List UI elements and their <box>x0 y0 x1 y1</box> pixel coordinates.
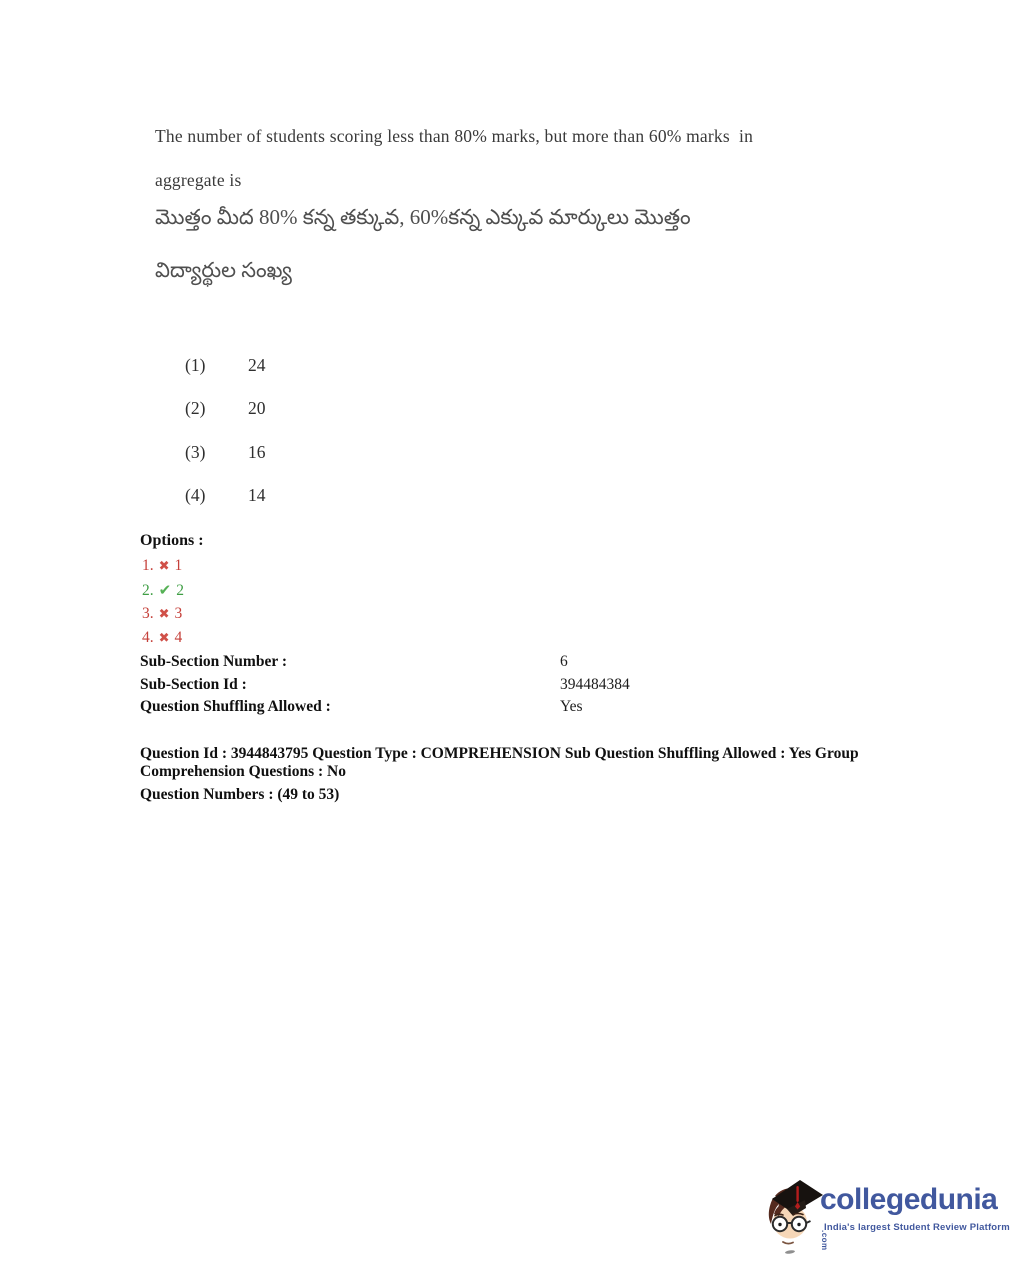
option-item-1 <box>142 557 182 575</box>
choice-row-2 <box>185 398 266 419</box>
cross-icon: ✖ <box>158 631 170 646</box>
option-number: 4. <box>142 629 154 646</box>
option-value: 1 <box>174 557 183 574</box>
brand-tagline: India's largest Student Review Platform <box>824 1222 1010 1233</box>
choice-value: 20 <box>248 398 266 418</box>
meta-label-question-shuffling: Question Shuffling Allowed : <box>140 698 331 715</box>
choice-row-3 <box>185 442 266 463</box>
choice-row-1 <box>185 355 266 376</box>
brand-wordmark: collegedunia <box>820 1183 998 1216</box>
cross-icon: ✖ <box>158 559 170 574</box>
brand-suffix: .com <box>820 1230 829 1251</box>
cross-icon: ✖ <box>158 607 170 622</box>
option-number: 3. <box>142 605 154 622</box>
option-value: 2 <box>176 582 184 599</box>
meta-label-subsection-id: Sub-Section Id : <box>140 676 247 693</box>
question-text-telugu-line2: విద్యార్థుల సంఖ్య <box>155 258 292 282</box>
option-item-3 <box>142 605 182 623</box>
meta-value-subsection-id: 394484384 <box>560 676 630 693</box>
question-text-telugu-line1: మొత్తం మీద 80% కన్న తక్కువ, 60%కన్న ఎక్కువ మార్కులు మొత్తం <box>155 205 691 229</box>
option-number: 1. <box>142 557 154 574</box>
choice-value: 24 <box>248 355 266 375</box>
options-heading: Options : <box>140 532 204 549</box>
question-info-line1: Question Id : 3944843795 Question Type : COMPREHENSION Sub Question Shuffling Allowed : Yes Group <box>140 745 859 762</box>
option-value: 4 <box>174 629 183 646</box>
question-info-line3: Question Numbers : (49 to 53) <box>140 786 340 803</box>
option-number: 2. <box>142 582 154 599</box>
choice-label: (3) <box>185 442 206 462</box>
meta-label-subsection-number: Sub-Section Number : <box>140 653 287 670</box>
choice-row-4 <box>185 485 266 506</box>
graduate-mascot-icon <box>763 1176 825 1258</box>
option-value: 3 <box>174 605 183 622</box>
option-item-4 <box>142 629 182 647</box>
question-text-english-line2: aggregate is <box>155 170 242 190</box>
choice-label: (2) <box>185 398 206 418</box>
question-text-english-line1: The number of students scoring less than 80% marks, but more than 60% marks in <box>155 126 754 146</box>
collegedunia-logo[interactable] <box>763 1172 1013 1262</box>
choice-value: 14 <box>248 485 266 505</box>
choice-label: (1) <box>185 355 206 375</box>
meta-value-question-shuffling: Yes <box>560 698 583 715</box>
meta-value-subsection-number: 6 <box>560 653 568 670</box>
choice-value: 16 <box>248 442 266 462</box>
option-item-2 <box>142 581 184 600</box>
question-info-line2: Comprehension Questions : No <box>140 763 346 780</box>
check-icon: ✔ <box>158 581 172 599</box>
choice-label: (4) <box>185 485 206 505</box>
